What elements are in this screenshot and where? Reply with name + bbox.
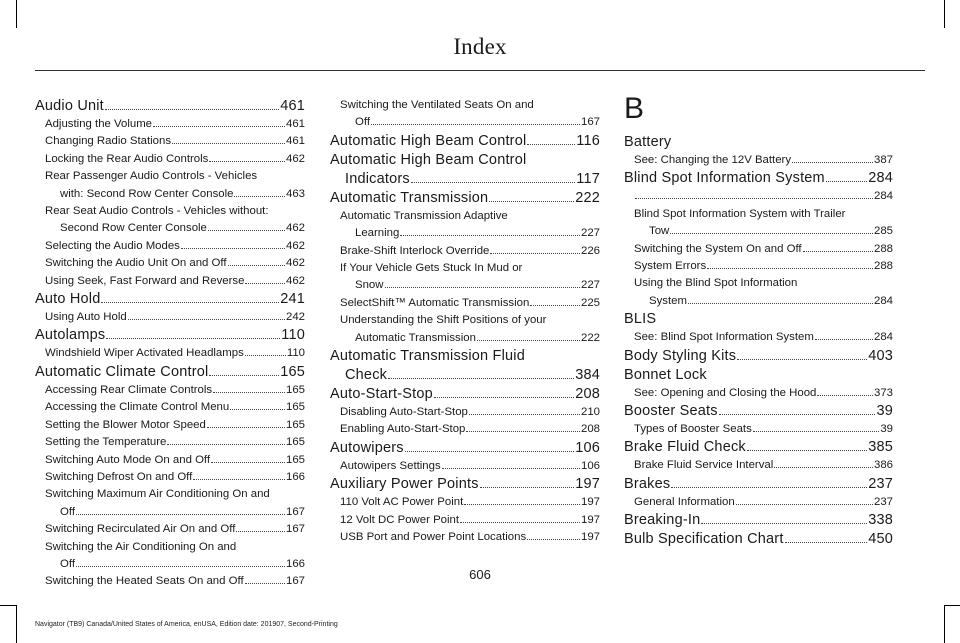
entry-label: Brake-Shift Interlock Override	[340, 244, 490, 257]
entry-page: 373	[873, 386, 893, 399]
entry-label: SelectShift™ Automatic Transmission	[340, 296, 530, 309]
crop-mark-bottom-left-h	[0, 605, 17, 606]
dot-leader	[209, 375, 279, 376]
crop-mark-right	[944, 0, 945, 28]
entry-page: 106	[575, 439, 600, 456]
index-entry	[35, 363, 305, 382]
entry-page: 284	[873, 294, 893, 307]
entry-page: 165	[285, 418, 305, 431]
index-entry-title: Automatic Transmission Fluid	[330, 348, 525, 365]
index-entry-title: Battery	[624, 134, 672, 150]
index-entry	[330, 475, 600, 494]
crop-mark-bottom-right-h	[944, 605, 960, 606]
index-subentry-text: If Your Vehicle Gets Stuck In Mud or	[340, 262, 523, 275]
dot-leader	[527, 539, 580, 540]
dot-leader	[245, 355, 286, 356]
entry-label: Using Auto Hold	[45, 311, 127, 324]
index-subentry-text: Switching the Ventilated Seats On and	[340, 99, 534, 111]
entry-page: 227	[580, 279, 600, 292]
dot-leader	[460, 522, 580, 523]
entry-page: 226	[580, 244, 600, 257]
index-entry	[624, 402, 893, 421]
entry-label: Changing Radio Stations	[45, 135, 172, 148]
entry-label: Switching the Audio Unit On and Off	[45, 257, 227, 270]
entry-page: 462	[285, 274, 305, 287]
index-entry	[330, 170, 600, 189]
entry-page: 462	[285, 239, 305, 252]
entry-label: Brakes	[624, 475, 671, 492]
index-subentry	[35, 469, 305, 486]
entry-page: 39	[876, 403, 893, 420]
dot-leader	[245, 283, 285, 284]
page-number: 606	[469, 567, 491, 582]
dot-leader	[737, 359, 867, 360]
index-entry	[330, 385, 600, 404]
index-subentry	[624, 223, 893, 240]
entry-label: with: Second Row Center Console	[60, 187, 234, 200]
index-subentry	[624, 152, 893, 169]
entry-page: 284	[873, 331, 893, 344]
entry-label: See: Blind Spot Information System	[634, 331, 814, 344]
index-subentry	[330, 512, 600, 529]
index-subentry	[330, 277, 600, 294]
index-subentry	[35, 151, 305, 168]
index-subentry	[35, 504, 305, 521]
index-subentry	[35, 521, 305, 538]
entry-page: 222	[575, 189, 600, 206]
index-entry-title: Bonnet Lock	[624, 366, 707, 383]
dot-leader	[167, 444, 285, 445]
index-entry-title: Automatic High Beam Control	[330, 151, 527, 168]
entry-page: 110	[286, 347, 305, 360]
index-entry	[624, 530, 893, 549]
entry-label: Automatic High Beam Control	[330, 132, 527, 149]
entry-label: Auto-Start-Stop	[330, 386, 433, 403]
entry-page: 222	[580, 331, 600, 344]
entry-label: Booster Seats	[624, 403, 718, 420]
dot-leader	[101, 302, 279, 303]
entry-page: 227	[580, 227, 600, 240]
entry-page: 167	[580, 116, 600, 129]
dot-leader	[230, 409, 285, 410]
page-title: Index	[453, 34, 507, 59]
dot-leader	[707, 268, 873, 269]
index-subentry	[35, 220, 305, 237]
entry-label: Autowipers	[330, 439, 404, 456]
index-entry	[330, 132, 600, 151]
entry-page: 461	[285, 118, 305, 130]
entry-page: 237	[873, 495, 893, 508]
dot-leader	[405, 451, 574, 452]
entry-page: 463	[285, 187, 305, 200]
dot-leader	[489, 201, 574, 202]
dot-leader	[207, 427, 285, 428]
dot-leader	[490, 253, 580, 254]
entry-page: 165	[285, 453, 305, 466]
entry-page: 386	[873, 459, 893, 472]
entry-label: USB Port and Power Point Locations	[340, 531, 527, 544]
dot-leader	[128, 319, 285, 320]
entry-label: See: Changing the 12V Battery	[634, 154, 792, 166]
entry-label: Check	[345, 367, 388, 384]
dot-leader	[671, 487, 867, 488]
entry-label: Indicators	[345, 170, 410, 187]
index-subentry	[624, 457, 893, 474]
dot-leader	[826, 181, 867, 182]
entry-label: Autolamps	[35, 327, 106, 344]
dot-leader	[385, 287, 580, 288]
entry-label: System	[649, 294, 687, 307]
entry-page: 165	[285, 436, 305, 449]
entry-label: Blind Spot Information System	[624, 170, 825, 187]
index-entry-title: BLIS	[624, 311, 657, 328]
index-subentry	[624, 421, 893, 438]
index-subentry	[330, 421, 600, 438]
index-column-2	[330, 97, 600, 547]
index-entry	[624, 511, 893, 530]
index-subentry	[35, 345, 305, 362]
entry-label: Automatic Transmission	[355, 331, 476, 344]
index-subentry	[330, 330, 600, 347]
dot-leader	[153, 126, 285, 127]
index-entry	[624, 438, 893, 457]
entry-label: Off	[355, 116, 370, 129]
index-subentry	[35, 238, 305, 255]
dot-leader	[469, 414, 580, 415]
entry-label: Auxiliary Power Points	[330, 476, 479, 493]
crop-mark-bottom-right-v	[944, 605, 945, 643]
entry-label: Tow	[649, 225, 670, 238]
index-subentry-text: Blind Spot Information System with Trailer	[634, 207, 846, 220]
entry-label: Disabling Auto-Start-Stop	[340, 406, 468, 419]
entry-page: 210	[580, 406, 600, 419]
entry-label: Off	[60, 505, 75, 518]
dot-leader	[817, 395, 873, 396]
dot-leader	[774, 467, 873, 468]
index-column-3	[624, 92, 893, 549]
dot-leader	[208, 230, 285, 231]
entry-page: 385	[868, 439, 893, 456]
entry-page: 116	[576, 132, 600, 149]
entry-label: Accessing Rear Climate Controls	[45, 383, 213, 396]
entry-page: 462	[285, 222, 305, 235]
dot-leader	[209, 161, 285, 162]
entry-page: 197	[580, 496, 600, 509]
dot-leader	[803, 251, 873, 252]
entry-label: Second Row Center Console	[60, 222, 207, 235]
index-subentry	[330, 225, 600, 242]
index-subentry-text: Using the Blind Spot Information	[634, 277, 798, 290]
index-subentry	[35, 382, 305, 399]
dot-leader	[747, 450, 867, 451]
index-subentry	[330, 404, 600, 421]
entry-label: Setting the Blower Motor Speed	[45, 418, 206, 431]
entry-page: 288	[873, 242, 893, 255]
entry-label: Enabling Auto-Start-Stop	[340, 423, 466, 436]
index-subentry-text: Switching the Air Conditioning On and	[45, 540, 237, 553]
dot-leader	[76, 514, 285, 515]
entry-page: 167	[285, 575, 305, 588]
entry-label: Switching Defrost On and Off	[45, 470, 193, 483]
entry-label: Automatic Transmission	[330, 189, 489, 206]
dot-leader	[477, 340, 580, 341]
entry-page: 110	[281, 327, 305, 344]
index-entry	[35, 97, 305, 116]
index-subentry	[35, 255, 305, 272]
index-subentry	[35, 133, 305, 150]
entry-page: 461	[280, 98, 305, 114]
entry-page: 462	[285, 257, 305, 270]
entry-page: 384	[575, 367, 600, 384]
index-subentry	[35, 452, 305, 469]
entry-page: 288	[873, 260, 893, 273]
dot-leader	[442, 468, 580, 469]
entry-label: 110 Volt AC Power Point	[340, 496, 464, 509]
dot-leader	[236, 531, 285, 532]
dot-leader	[792, 162, 873, 163]
dot-leader	[411, 182, 575, 183]
index-subentry-text: Rear Passenger Audio Controls - Vehicles	[45, 170, 258, 183]
crop-mark-left	[16, 0, 17, 28]
entry-label: System Errors	[634, 260, 707, 273]
entry-page: 225	[580, 296, 600, 309]
dot-leader	[106, 338, 280, 339]
entry-page: 237	[868, 475, 893, 492]
entry-label: Brake Fluid Service Interval	[634, 459, 774, 472]
entry-page: 338	[868, 512, 893, 529]
entry-label: Automatic Climate Control	[35, 363, 209, 380]
entry-page: 165	[285, 383, 305, 396]
entry-page: 166	[285, 557, 305, 570]
dot-leader	[245, 583, 285, 584]
entry-page: 403	[868, 347, 893, 364]
index-subentry-text: Automatic Transmission Adaptive	[340, 209, 508, 222]
dot-leader	[527, 144, 575, 145]
entry-label: Setting the Temperature	[45, 436, 167, 449]
dot-leader	[701, 523, 867, 524]
entry-page: 208	[575, 386, 600, 403]
entry-page: 387	[873, 154, 893, 166]
index-subentry	[35, 116, 305, 133]
entry-page: 106	[580, 459, 600, 472]
entry-label: Using Seek, Fast Forward and Reverse	[45, 274, 245, 287]
title-rule	[35, 70, 925, 71]
dot-leader	[181, 248, 285, 249]
index-subentry	[624, 329, 893, 346]
entry-page: 208	[580, 423, 600, 436]
dot-leader	[480, 487, 575, 488]
entry-page: 197	[575, 476, 600, 493]
entry-label: Breaking-In	[624, 512, 701, 529]
dot-leader	[211, 462, 285, 463]
index-subentry	[624, 494, 893, 511]
entry-label: Switching Recirculated Air On and Off	[45, 523, 236, 536]
entry-label: Adjusting the Volume	[45, 118, 153, 130]
index-entry	[35, 290, 305, 309]
entry-page: 284	[868, 170, 893, 187]
index-subentry	[330, 529, 600, 546]
dot-leader	[688, 303, 873, 304]
index-subentry	[624, 258, 893, 275]
index-subentry	[330, 243, 600, 260]
index-entry	[330, 439, 600, 458]
entry-page: 167	[285, 505, 305, 518]
dot-leader	[719, 414, 876, 415]
index-subentry	[330, 494, 600, 511]
entry-page: 450	[868, 531, 893, 548]
index-subentry	[35, 186, 305, 203]
index-subentry	[330, 295, 600, 312]
dot-leader	[400, 235, 580, 236]
index-entry	[624, 475, 893, 494]
index-subentry	[624, 293, 893, 310]
entry-label: Autowipers Settings	[340, 459, 441, 472]
index-subentry	[624, 188, 893, 205]
dot-leader	[815, 339, 873, 340]
entry-label: Selecting the Audio Modes	[45, 239, 180, 252]
entry-label: Off	[60, 557, 75, 570]
dot-leader	[464, 504, 580, 505]
index-subentry	[35, 273, 305, 290]
dot-leader	[736, 504, 873, 505]
entry-page: 242	[285, 311, 305, 324]
dot-leader	[753, 431, 880, 432]
index-subentry	[330, 458, 600, 475]
dot-leader	[388, 378, 574, 379]
index-subentry	[35, 434, 305, 451]
index-entry	[624, 347, 893, 366]
entry-label: Switching the Heated Seats On and Off	[45, 575, 244, 588]
index-entry	[35, 326, 305, 345]
index-entry	[330, 366, 600, 385]
index-subentry	[35, 309, 305, 326]
entry-label: Switching the System On and Off	[634, 242, 802, 255]
dot-leader	[466, 431, 580, 432]
index-subentry-text: Rear Seat Audio Controls - Vehicles without:	[45, 205, 269, 218]
dot-leader	[785, 542, 868, 543]
entry-label: Types of Booster Seats	[634, 423, 752, 436]
dot-leader	[172, 143, 285, 144]
index-subentry	[624, 241, 893, 258]
entry-page: 285	[873, 225, 893, 238]
entry-page: 39	[880, 423, 893, 436]
footer-edition: Navigator (TB9) Canada/United States of America, enUSA, Edition date: 201907, Second-Printing	[35, 621, 338, 628]
index-subentry	[624, 385, 893, 402]
entry-label: Accessing the Climate Control Menu	[45, 401, 230, 414]
entry-page: 165	[285, 401, 305, 414]
entry-page: 241	[280, 291, 305, 308]
entry-label: Brake Fluid Check	[624, 439, 746, 456]
entry-label: Learning	[355, 227, 400, 240]
entry-page: 197	[580, 531, 600, 544]
dot-leader	[434, 397, 574, 398]
dot-leader	[105, 109, 279, 110]
dot-leader	[213, 392, 285, 393]
index-subentry	[35, 417, 305, 434]
index-entry	[330, 189, 600, 208]
entry-page: 165	[280, 363, 305, 380]
entry-label: Switching Auto Mode On and Off	[45, 453, 211, 466]
entry-page: 197	[580, 513, 600, 526]
dot-leader	[371, 124, 580, 125]
dot-leader	[670, 233, 873, 234]
index-subentry-text: Switching Maximum Air Conditioning On and	[45, 488, 270, 501]
entry-page: 167	[285, 523, 305, 536]
entry-label: Audio Unit	[35, 98, 104, 114]
dot-leader	[234, 196, 285, 197]
index-column-1	[35, 97, 305, 591]
entry-page: 284	[873, 190, 893, 203]
entry-page: 462	[285, 152, 305, 165]
entry-label: Snow	[355, 279, 384, 292]
index-subentry	[35, 399, 305, 416]
entry-label: General Information	[634, 495, 735, 508]
entry-page: 117	[576, 170, 600, 187]
entry-label: 12 Volt DC Power Point	[340, 513, 460, 526]
index-entry	[624, 169, 893, 188]
entry-label: Bulb Specification Chart	[624, 531, 784, 548]
dot-leader	[635, 198, 873, 199]
entry-label: Locking the Rear Audio Controls	[45, 152, 209, 165]
entry-label: Body Styling Kits	[624, 347, 737, 364]
entry-page: 166	[285, 470, 305, 483]
index-subentry-text: Understanding the Shift Positions of your	[340, 314, 547, 327]
entry-page: 461	[285, 135, 305, 148]
section-letter: B	[624, 92, 645, 125]
dot-leader	[530, 305, 580, 306]
entry-label: Auto Hold	[35, 291, 101, 308]
crop-mark-bottom-left-v	[16, 605, 17, 643]
entry-label: See: Opening and Closing the Hood	[634, 386, 817, 399]
dot-leader	[228, 265, 285, 266]
index-subentry	[330, 114, 600, 131]
entry-label: Windshield Wiper Activated Headlamps	[45, 347, 244, 360]
dot-leader	[193, 479, 285, 480]
